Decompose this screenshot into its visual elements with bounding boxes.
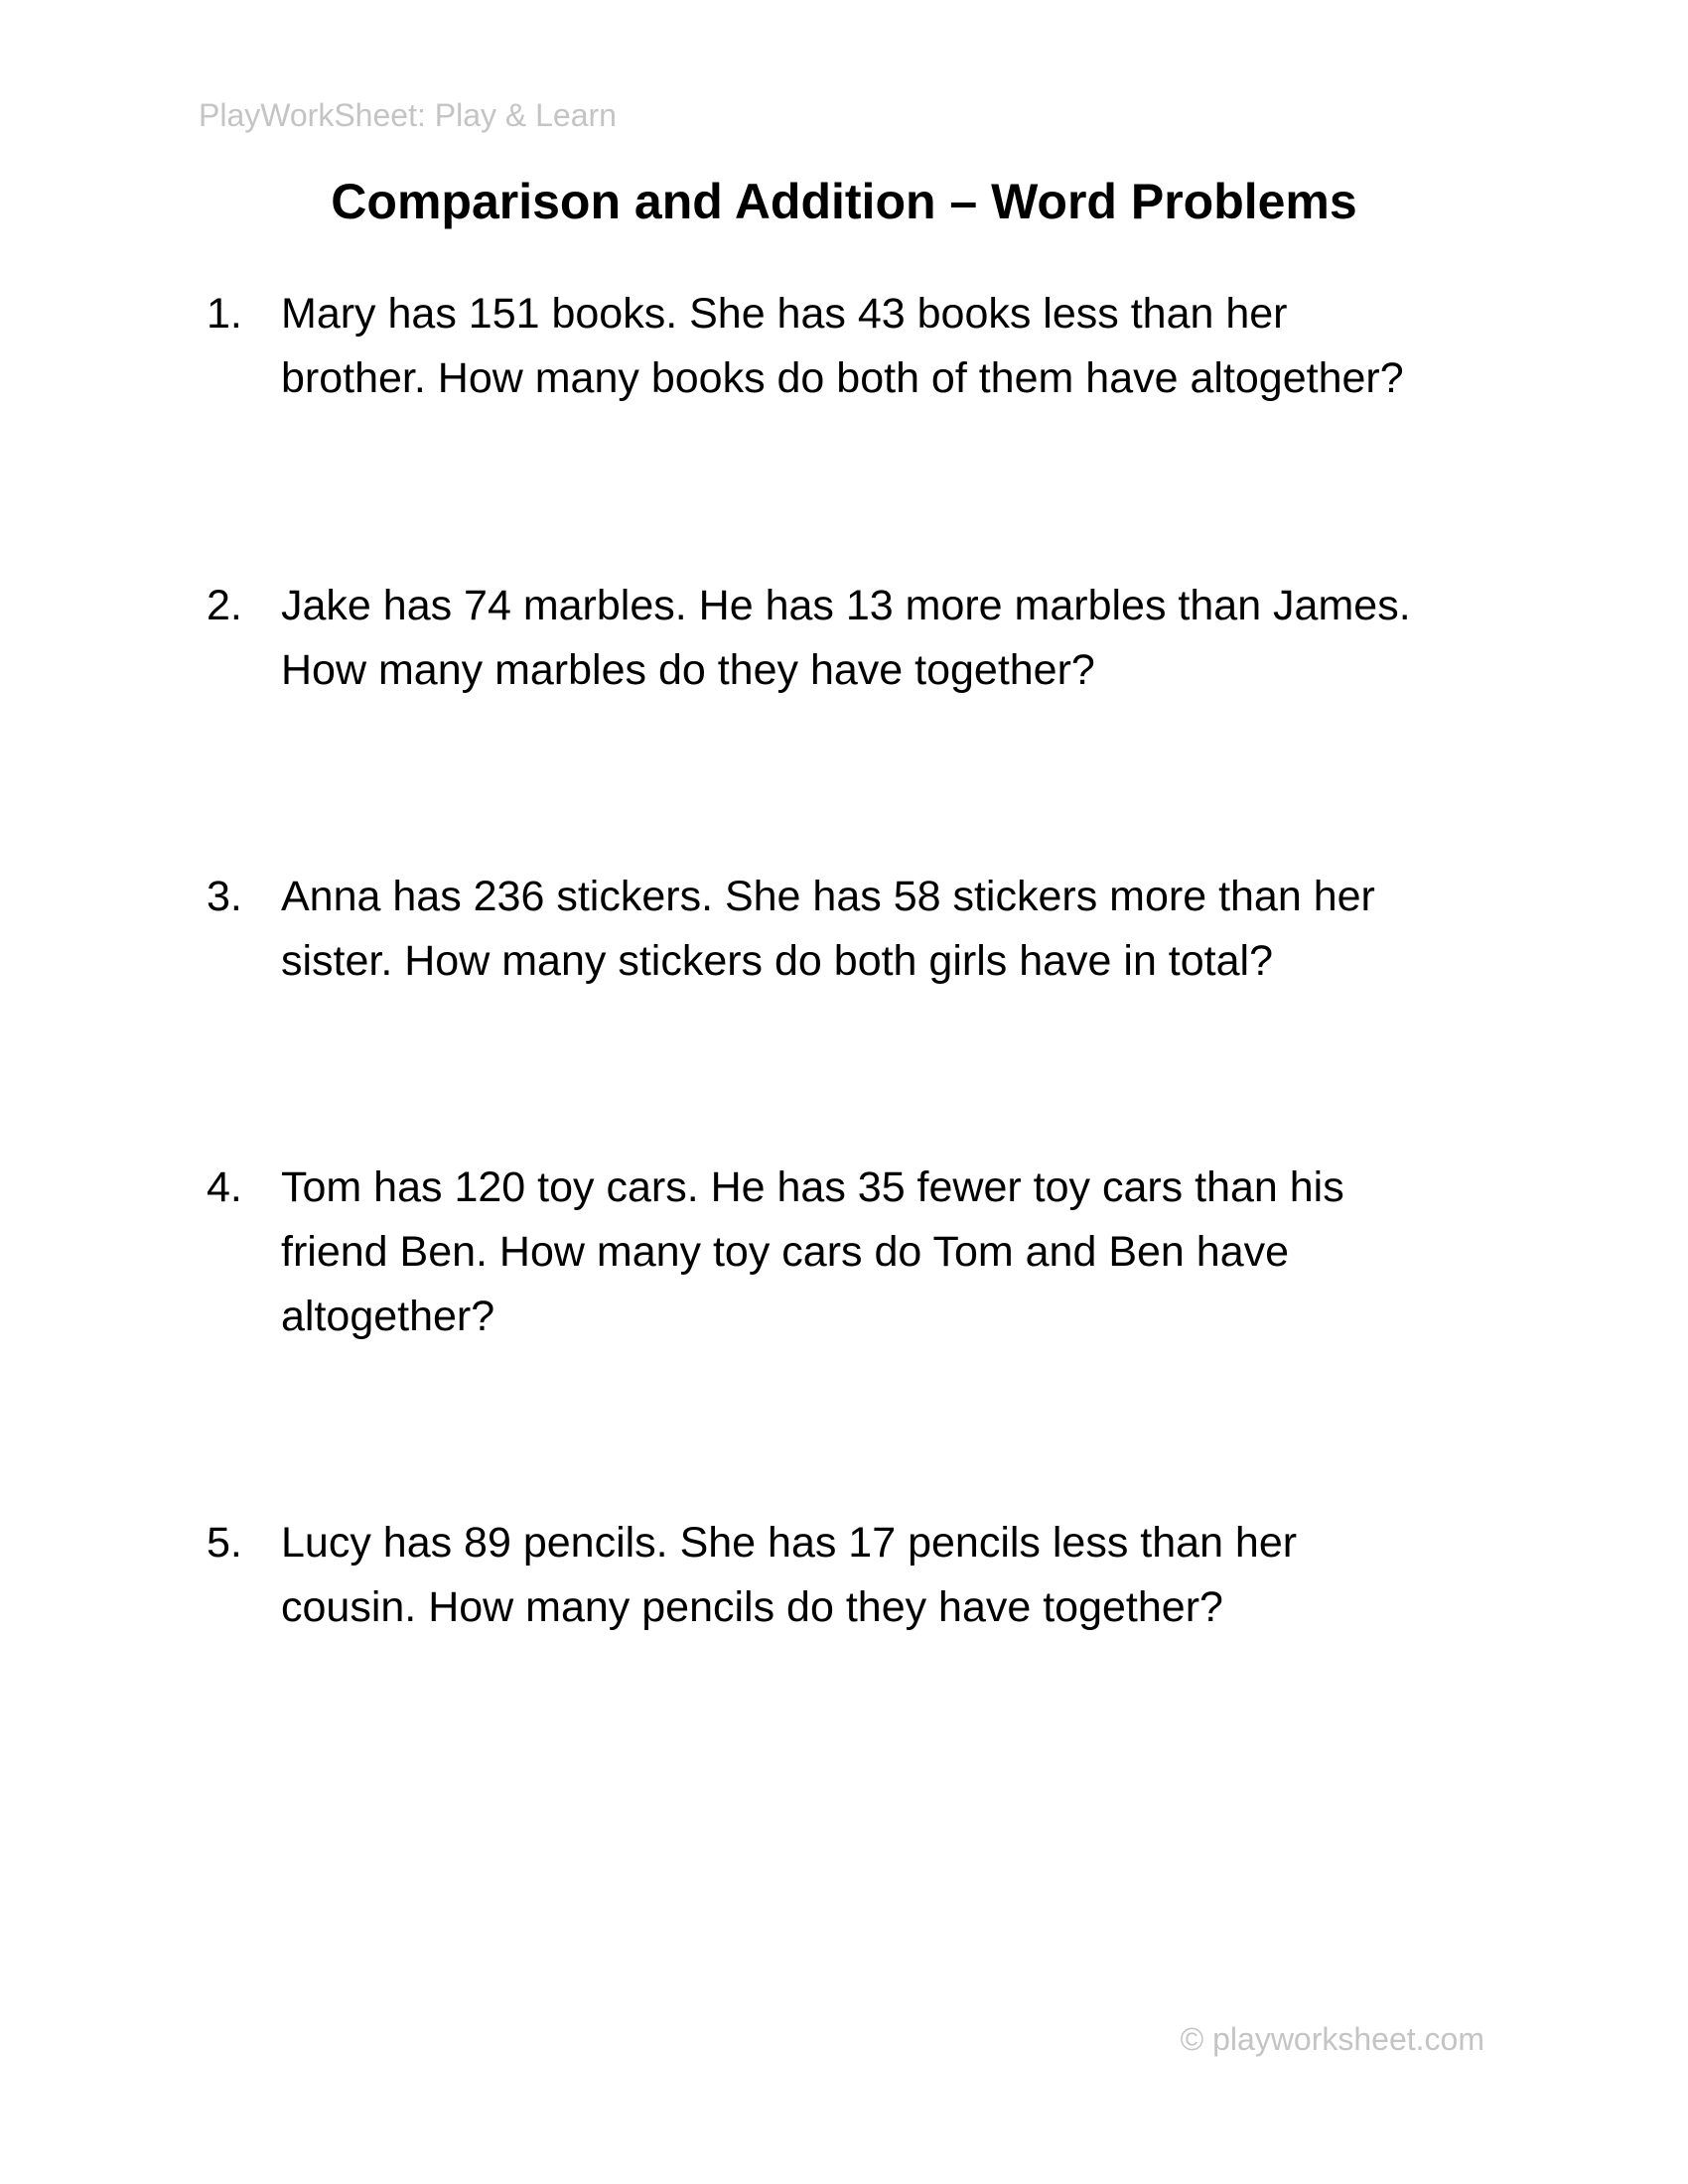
problem-line: Anna has 236 stickers. She has 58 stickers more than her — [281, 873, 1375, 920]
problem-text — [281, 1156, 1473, 1349]
problem-text — [281, 574, 1473, 703]
header-brand: PlayWorkSheet: Play & Learn — [199, 97, 617, 133]
problem-line: friend Ben. How many toy cars do Tom and Ben have — [281, 1228, 1290, 1276]
problem-line: altogether? — [281, 1293, 495, 1340]
problem-line: How many marbles do they have together? — [281, 646, 1095, 694]
problem-number: 1. — [207, 290, 242, 338]
problem-line: sister. How many stickers do both girls have in total? — [281, 937, 1273, 985]
footer-copyright: © playworksheet.com — [1180, 2021, 1484, 2057]
problem-number: 2. — [207, 582, 242, 629]
problem-line: brother. How many books do both of them have altogether? — [281, 354, 1404, 402]
problem-number: 5. — [207, 1519, 242, 1567]
problem-number: 3. — [207, 873, 242, 920]
problem-line: Mary has 151 books. She has 43 books less than her — [281, 290, 1288, 338]
page-title: Comparison and Addition – Word Problems — [331, 174, 1357, 229]
problem-text — [281, 282, 1473, 411]
problem-line: cousin. How many pencils do they have together? — [281, 1583, 1223, 1631]
problem-line: Jake has 74 marbles. He has 13 more marbles than James. — [281, 582, 1411, 629]
problem-line: Lucy has 89 pencils. She has 17 pencils less than her — [281, 1519, 1298, 1567]
problem-line: Tom has 120 toy cars. He has 35 fewer toy cars than his — [281, 1163, 1344, 1211]
problem-text — [281, 865, 1473, 994]
problem-number: 4. — [207, 1163, 242, 1211]
problem-text — [281, 1511, 1473, 1640]
